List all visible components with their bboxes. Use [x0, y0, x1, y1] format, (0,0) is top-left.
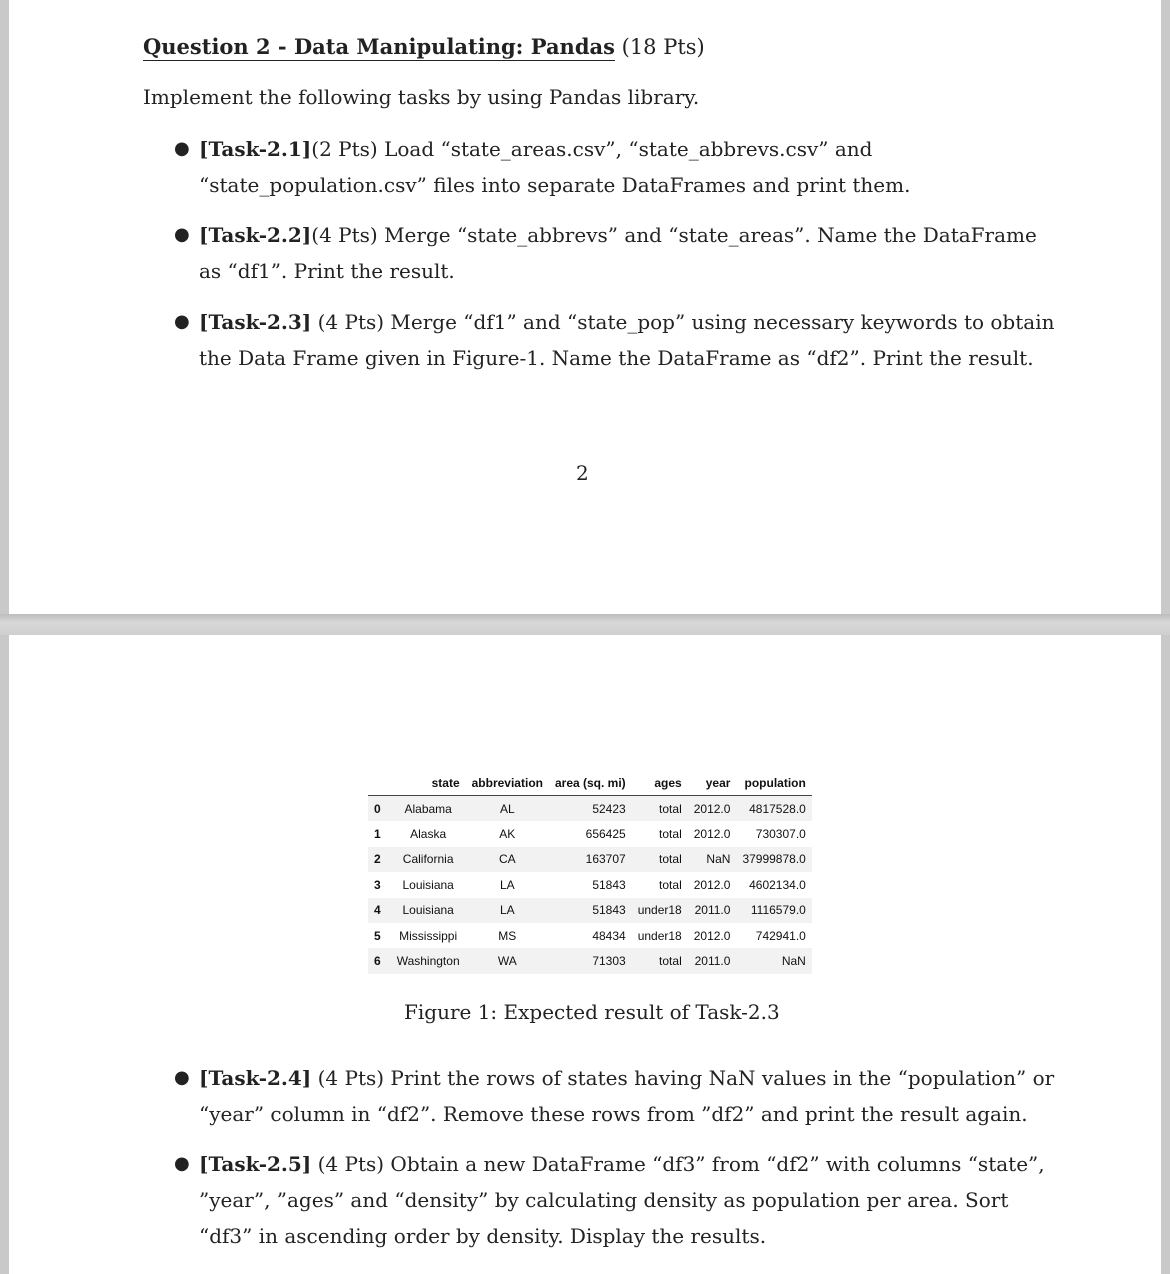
- cell-abbreviation: CA: [498, 852, 516, 867]
- cell-area: 51843: [592, 903, 626, 918]
- bullet-icon: ●: [174, 138, 190, 159]
- cell-index: 3: [374, 877, 381, 892]
- cell-area: 48434: [592, 928, 626, 943]
- cell-year: 2012.0: [693, 827, 731, 842]
- cell-year: 2012.0: [693, 877, 731, 892]
- cell-year: 2011.0: [694, 954, 731, 969]
- task-2-4: [174, 1060, 1059, 1132]
- document-page-2: [9, 635, 1161, 1274]
- cell-ages: total: [659, 877, 682, 892]
- cell-index: 4: [374, 903, 381, 918]
- cell-abbreviation: AL: [499, 801, 515, 816]
- table-header-row: [368, 771, 812, 796]
- cell-population: 1116579.0: [750, 903, 806, 918]
- cell-area: 71303: [592, 954, 626, 969]
- cell-abbreviation: LA: [499, 877, 515, 892]
- task-label: [Task-2.1]: [199, 137, 312, 161]
- task-label: [Task-2.5]: [199, 1152, 312, 1176]
- task-label: [Task-2.3]: [199, 310, 312, 334]
- task-text: (4 Pts) Merge “df1” and “state_pop” using necessary keywords to obtain the Data Frame given in Figure-1. Name the DataFrame as “df2”. Print the result.: [199, 310, 1055, 370]
- task-2-5: [174, 1146, 1059, 1254]
- cell-index: 5: [374, 928, 381, 943]
- column-header-area: area (sq. mi): [549, 771, 632, 796]
- column-header-population: population: [736, 771, 811, 796]
- cell-abbreviation: WA: [497, 954, 517, 969]
- cell-year: 2011.0: [694, 903, 731, 918]
- cell-population: 4817528.0: [749, 801, 806, 816]
- cell-population: 4602134.0: [749, 877, 806, 892]
- column-header-year: year: [688, 771, 737, 796]
- cell-area: 163707: [585, 852, 626, 867]
- table-row: [368, 796, 812, 822]
- column-header-index: [368, 771, 391, 796]
- cell-abbreviation: MS: [498, 928, 517, 943]
- cell-year: NaN: [706, 852, 731, 867]
- task-label: [Task-2.2]: [199, 223, 312, 247]
- task-label: [Task-2.4]: [199, 1066, 312, 1090]
- question-title-main: Question 2 - Data Manipulating: Pandas: [143, 34, 615, 59]
- cell-index: 6: [374, 954, 381, 969]
- document-page-1: [9, 0, 1161, 614]
- cell-index: 1: [374, 827, 381, 842]
- cell-population: NaN: [781, 954, 806, 969]
- bullet-icon: ●: [174, 311, 190, 332]
- table-row: [368, 948, 812, 973]
- cell-year: 2012.0: [693, 928, 731, 943]
- dataframe-table: [368, 771, 812, 974]
- page-separator: [0, 614, 1170, 635]
- cell-state: Mississippi: [399, 928, 458, 943]
- cell-ages: total: [659, 827, 682, 842]
- cell-area: 51843: [592, 877, 626, 892]
- cell-ages: total: [659, 801, 682, 816]
- cell-ages: under18: [637, 928, 682, 943]
- task-text: (4 Pts) Print the rows of states having NaN values in the “population” or “year” column in “df2”. Remove these rows from ”df2” and print the result again.: [199, 1066, 1055, 1126]
- cell-area: 656425: [585, 827, 626, 842]
- bullet-icon: ●: [174, 224, 190, 245]
- task-2-1: [174, 131, 1059, 203]
- table-row: [368, 923, 812, 948]
- table-row: [368, 821, 812, 846]
- task-2-3: [174, 304, 1059, 376]
- table-row: [368, 872, 812, 897]
- cell-state: California: [402, 852, 454, 867]
- cell-abbreviation: LA: [499, 903, 515, 918]
- cell-population: 37999878.0: [742, 852, 806, 867]
- task-text: (4 Pts) Merge “state_abbrevs” and “state_areas”. Name the DataFrame as “df1”. Print the result.: [199, 223, 1037, 283]
- cell-ages: total: [659, 852, 682, 867]
- cell-state: Washington: [396, 954, 460, 969]
- question-title: [143, 34, 705, 59]
- table-row: [368, 847, 812, 872]
- cell-state: Louisiana: [402, 877, 454, 892]
- cell-state: Alabama: [404, 801, 452, 816]
- cell-population: 742941.0: [755, 928, 806, 943]
- cell-population: 730307.0: [755, 827, 806, 842]
- cell-ages: total: [659, 954, 682, 969]
- table-row: [368, 898, 812, 923]
- column-header-abbreviation: abbreviation: [466, 771, 549, 796]
- column-header-ages: ages: [632, 771, 688, 796]
- bullet-icon: ●: [174, 1067, 190, 1088]
- question-title-points: (18 Pts): [621, 35, 705, 59]
- cell-state: Louisiana: [402, 903, 454, 918]
- figure-caption: Figure 1: Expected result of Task-2.3: [404, 1000, 780, 1024]
- task-text: (4 Pts) Obtain a new DataFrame “df3” from “df2” with columns “state”, ”year”, ”ages” and “density” by calculating density as population per area. Sort “df3” in ascending order by density. Display the results.: [199, 1152, 1045, 1248]
- task-2-2: [174, 217, 1059, 289]
- question-intro: Implement the following tasks by using Pandas library.: [143, 85, 700, 109]
- cell-abbreviation: AK: [499, 827, 516, 842]
- page-number: 2: [576, 461, 589, 485]
- cell-year: 2012.0: [693, 801, 731, 816]
- cell-state: Alaska: [410, 827, 447, 842]
- cell-area: 52423: [592, 801, 626, 816]
- cell-index: 0: [374, 801, 381, 816]
- bullet-icon: ●: [174, 1153, 190, 1174]
- column-header-state: state: [391, 771, 466, 796]
- cell-index: 2: [374, 852, 381, 867]
- cell-ages: under18: [637, 903, 682, 918]
- task-text: (2 Pts) Load “state_areas.csv”, “state_abbrevs.csv” and “state_population.csv” files into separate DataFrames and print them.: [199, 137, 911, 197]
